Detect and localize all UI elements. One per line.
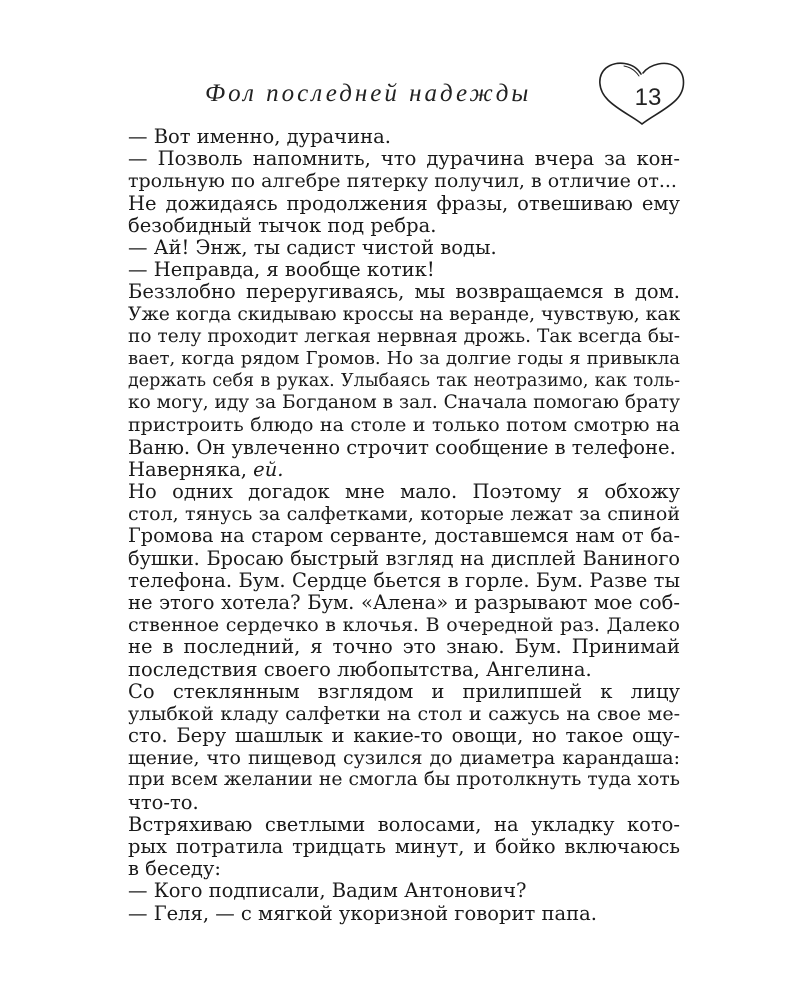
text-line: не в последний, я точно это знаю. Бум. Принимай: [128, 636, 680, 659]
text-line: Не дожидаясь продолжения фразы, отвешиваю ему: [128, 192, 680, 215]
text-line: стол, тянусь за салфетками, которые лежат за спиной: [128, 503, 680, 526]
text-line: — Неправда, я вообще котик!: [128, 259, 435, 282]
text-line: не этого хотела? Бум. «Алена» и разрывают мое соб-: [128, 591, 680, 614]
text-line: — Вот именно, дурачина.: [128, 126, 391, 148]
text-line: Громова на старом серванте, доставшемся нам от ба-: [128, 525, 680, 548]
running-title: Фол последней надежды: [205, 80, 532, 107]
text-line: Ваню. Он увлеченно строчит сообщение в телефоне.: [128, 436, 676, 459]
text-line: при всем желании не смогла бы протолкнуть туда хоть: [128, 769, 680, 791]
text-line: Но одних догадок мне мало. Поэтому я обхожу: [128, 481, 680, 503]
text-line: Со стеклянным взглядом и прилипшей к лицу: [128, 680, 680, 703]
text-line: Наверняка, ей.: [128, 458, 284, 481]
text-line: улыбкой кладу салфетки на стол и сажусь на свое ме-: [128, 702, 680, 725]
text-line: щение, что пищевод сузился до диаметра карандаша:: [128, 747, 680, 770]
page-number: 13: [634, 84, 662, 111]
text-line: рых потратила тридцать минут, и бойко включаюсь: [128, 836, 680, 858]
text-line: — Позволь напомнить, что дурачина вчера за кон-: [128, 148, 680, 171]
text-line: вает, когда рядом Громов. Но за долгие годы я привыкла: [128, 347, 680, 369]
text-line: держать себя в руках. Улыбаясь так неотразимо, как толь-: [128, 371, 680, 392]
text-line: безобидный тычок под ребра.: [128, 214, 437, 237]
text-line: Встряхиваю светлыми волосами, на укладку кото-: [128, 813, 680, 836]
text-line: — Геля, — с мягкой укоризной говорит папа.: [128, 902, 597, 925]
text-line: пристроить блюдо на столе и только потом смотрю на: [128, 414, 680, 437]
text-line: — Ай! Энж, ты садист чистой воды.: [128, 236, 497, 259]
text-line: ственное сердечко в клочья. В очередной раз. Далеко: [128, 614, 680, 637]
italic-word: ей.: [253, 458, 284, 481]
text-line: бушки. Бросаю быстрый взгляд на дисплей Ваниного: [128, 547, 680, 570]
text-line: Беззлобно переругиваясь, мы возвращаемся в дом.: [128, 281, 680, 304]
text-line: — Кого подписали, Вадим Антонович?: [128, 880, 527, 903]
text-line: трольную по алгебре пятерку получил, в отличие от...: [128, 170, 677, 193]
body-text: [128, 126, 680, 925]
text-line: ко могу, иду за Богданом в зал. Сначала помогаю брату: [128, 392, 680, 414]
text-line: телефона. Бум. Сердце бьется в горле. Бум. Разве ты: [128, 569, 680, 592]
text-line: что-то.: [128, 791, 199, 814]
text-line: в беседу:: [128, 858, 221, 881]
text-line: Уже когда скидываю кроссы на веранде, чувствую, как: [128, 303, 680, 325]
text-line: по телу проходит легкая нервная дрожь. Так всегда бы-: [128, 325, 680, 347]
text-line: сто. Беру шашлык и какие-то овощи, но такое ощу-: [128, 725, 680, 748]
text-line: последствия своего любопытства, Ангелина.: [128, 658, 592, 681]
